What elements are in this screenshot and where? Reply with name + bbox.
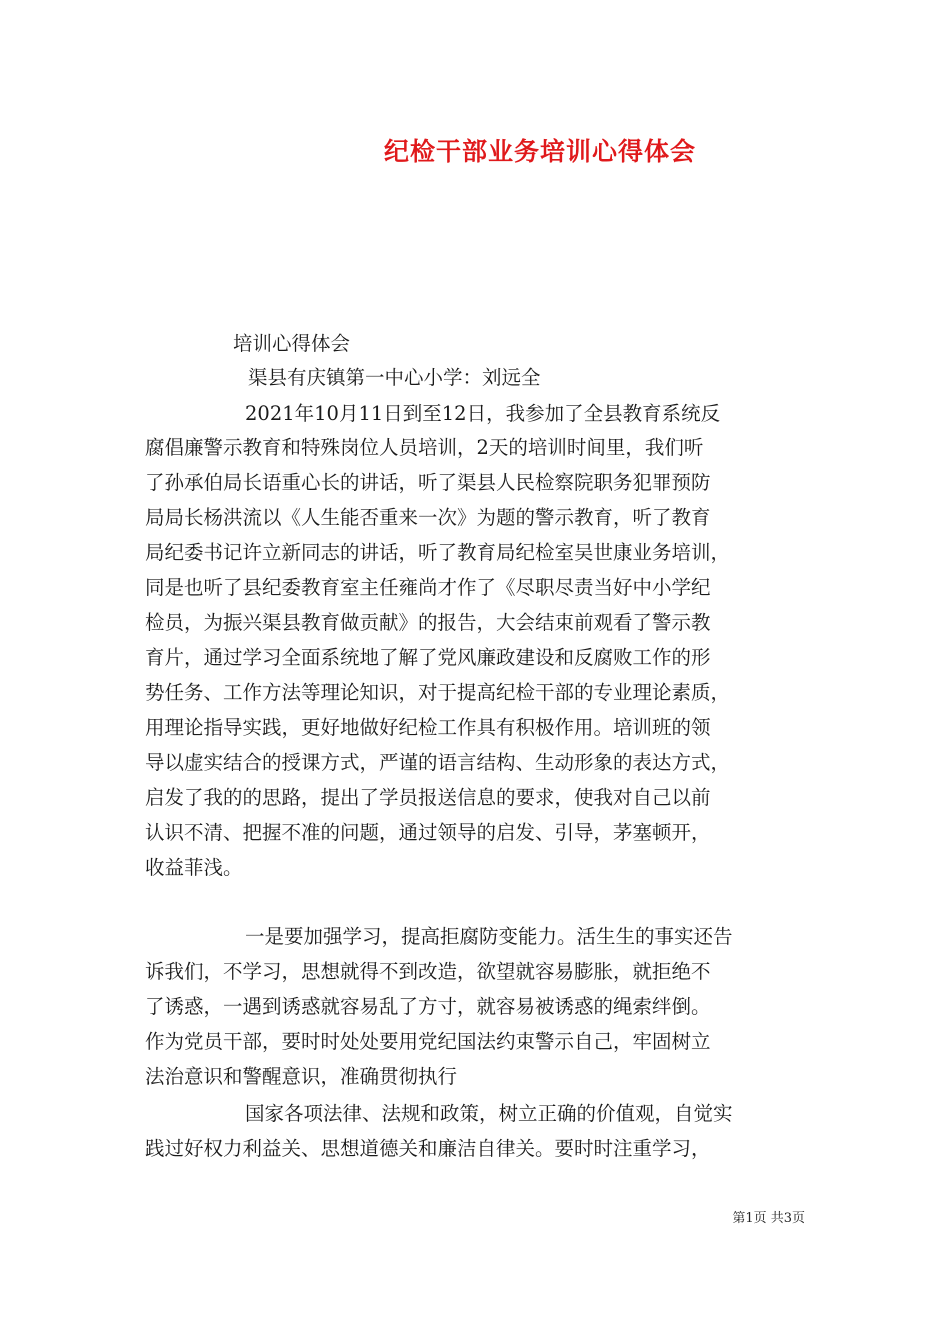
body-line: 作为党员干部，要时时处处要用党纪国法约束警示自己，牢固树立: [145, 1030, 711, 1053]
body-line: 同是也听了县纪委教育室主任雍尚才作了《尽职尽责当好中小学纪: [145, 576, 711, 599]
body-line: 践过好权力利益关、思想道德关和廉洁自律关。要时时注重学习，: [145, 1137, 711, 1160]
body-line: 导以虚实结合的授课方式，严谨的语言结构、生动形象的表达方式，: [145, 751, 731, 774]
body-line: 国家各项法律、法规和政策，树立正确的价值观，自觉实: [245, 1102, 733, 1125]
body-line: 局纪委书记许立新同志的讲话，听了教育局纪检室吴世康业务培训，: [145, 541, 731, 564]
body-line: 腐倡廉警示教育和特殊岗位人员培训，2天的培训时间里，我们听: [145, 436, 704, 459]
body-line: 检员，为振兴渠县教育做贡献》的报告，大会结束前观看了警示教: [145, 611, 711, 634]
body-line: 启发了我的的思路，提出了学员报送信息的要求，使我对自己以前: [145, 786, 711, 809]
body-line: 收益菲浅。: [145, 856, 243, 879]
author-line: 渠县有庆镇第一中心小学：刘远全: [248, 366, 541, 389]
document-title: 纪检干部业务培训心得体会: [383, 137, 696, 166]
body-line: 认识不清、把握不准的问题，通过领导的启发、引导，茅塞顿开，: [145, 821, 711, 844]
body-line: 了诱惑，一遇到诱惑就容易乱了方寸，就容易被诱惑的绳索绊倒。: [145, 995, 711, 1018]
body-line: 用理论指导实践，更好地做好纪检工作具有积极作用。培训班的领: [145, 716, 711, 739]
body-line: 诉我们，不学习，思想就得不到改造，欲望就容易膨胀，就拒绝不: [145, 960, 711, 983]
body-line: 了孙承伯局长语重心长的讲话，听了渠县人民检察院职务犯罪预防: [145, 471, 711, 494]
body-line: 育片，通过学习全面系统地了解了党风廉政建设和反腐败工作的形: [145, 646, 711, 669]
page-number: 第1页 共3页: [732, 1211, 805, 1226]
body-line: 局局长杨洪流以《人生能否重来一次》为题的警示教育，听了教育: [145, 506, 711, 529]
section-heading: 培训心得体会: [233, 332, 351, 355]
body-line: 2021年10月11日到至12日，我参加了全县教育系统反: [245, 402, 721, 425]
body-line: 一是要加强学习，提高拒腐防变能力。活生生的事实还告: [245, 925, 733, 948]
body-line: 法治意识和警醒意识，准确贯彻执行: [145, 1065, 458, 1088]
body-line: 势任务、工作方法等理论知识，对于提高纪检干部的专业理论素质，: [145, 681, 731, 704]
